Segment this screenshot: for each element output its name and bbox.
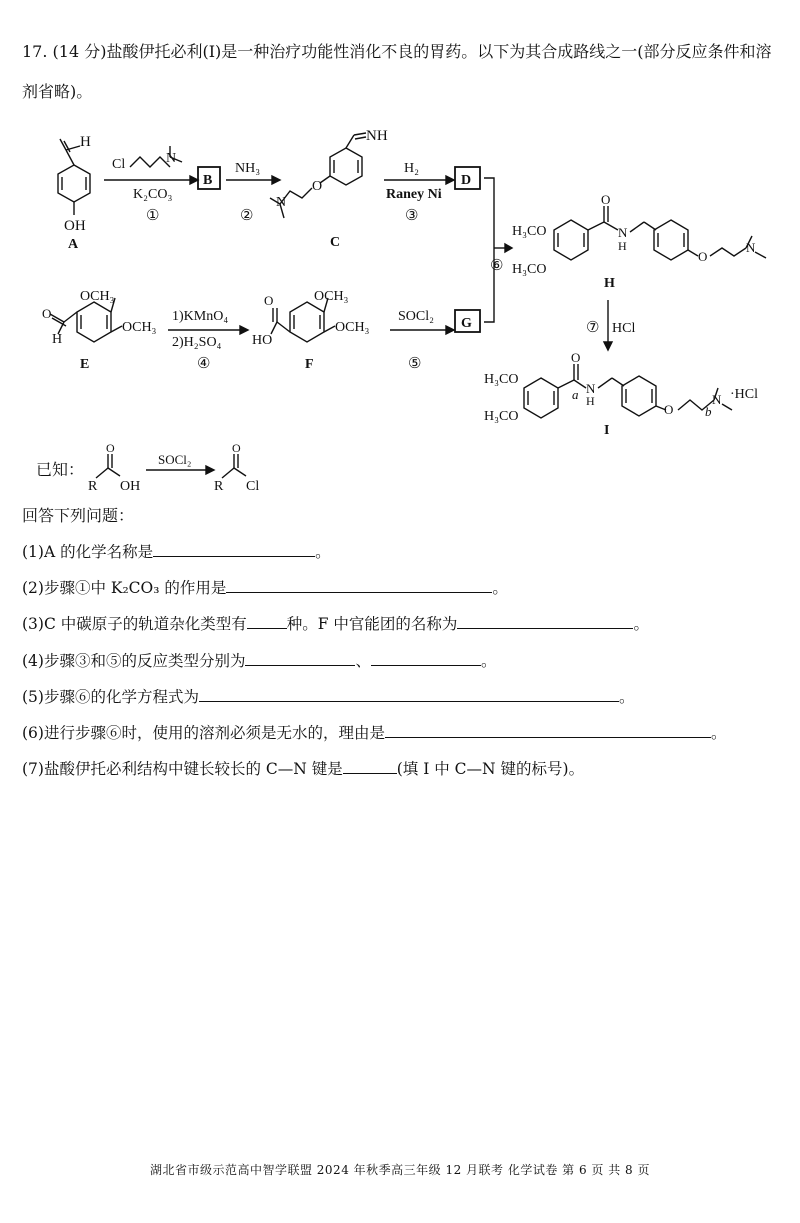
known-reagent: SOCl₂: [158, 452, 192, 467]
known-R2: R: [214, 479, 224, 494]
question-4: [22, 651, 497, 671]
label-F-OCH3-right: OCH₃: [335, 320, 370, 335]
svg-text:O: O: [312, 179, 323, 194]
label-B: B: [203, 173, 213, 188]
svg-text:H: H: [586, 394, 595, 408]
q7-text: (7)盐酸伊托必利结构中键长较长的 C—N 键是: [22, 760, 343, 778]
svg-text:N: N: [746, 240, 756, 255]
q4-blank-1[interactable]: [245, 651, 355, 666]
step5-number: ⑤: [408, 356, 422, 372]
svg-text:O: O: [571, 350, 581, 365]
question-stem-line1: 17. (14 分)盐酸伊托必利(I)是一种治疗功能性消化不良的胃药。以下为其合成路线之一(部分反应条件和溶: [22, 42, 772, 61]
answer-intro: 回答下列问题：: [22, 506, 135, 525]
page-footer: 湖北省市级示范高中智学联盟 2024 年秋季高三年级 12 月联考 化学试卷 第 6 页 共 8 页: [149, 1163, 651, 1177]
q1-text: (1)A 的化学名称是: [22, 543, 154, 561]
synthesis-scheme: [0, 110, 800, 450]
reagent-step4-bottom: 2)H₂SO₄: [172, 335, 222, 350]
label-C: C: [330, 235, 341, 250]
q4-sep: 、: [355, 652, 371, 670]
svg-text:H: H: [618, 239, 627, 253]
q2-blank[interactable]: [226, 578, 492, 593]
q5-text: (5)步骤⑥的化学方程式为: [22, 688, 199, 706]
molecule-H: [554, 206, 766, 260]
step6-number: ⑥: [490, 258, 504, 274]
reagent-step2-top: NH₃: [235, 161, 261, 176]
step4-number: ④: [197, 356, 211, 372]
molecule-F: [271, 298, 335, 342]
svg-text:O: O: [264, 293, 274, 308]
question-7: [22, 759, 584, 779]
q5-blank[interactable]: [199, 687, 619, 702]
q3-text-2: 种。F 中官能团的名称为: [286, 615, 458, 633]
label-I: I: [604, 423, 610, 438]
q3-text: (3)C 中碳原子的轨道杂化类型有: [22, 615, 247, 633]
known-reaction: [80, 440, 280, 500]
question-6: [22, 723, 726, 743]
label-A-OH: OH: [64, 218, 86, 234]
label-H-H3CO-top: H₃CO: [512, 224, 547, 239]
q3-blank-2[interactable]: [457, 614, 633, 629]
svg-text:N: N: [712, 392, 722, 407]
step1-number: ①: [146, 208, 160, 224]
q3-blank-1[interactable]: [247, 614, 287, 629]
bond-label-b: b: [705, 404, 712, 419]
label-H-N: N: [618, 225, 628, 240]
label-F: F: [305, 357, 314, 372]
known-Cl: Cl: [246, 479, 260, 494]
known-R1: R: [88, 479, 98, 494]
label-F-HO: HO: [252, 333, 273, 348]
label-C-NH: NH: [366, 128, 388, 144]
question-3: [22, 614, 649, 634]
svg-text:O: O: [42, 306, 52, 321]
step3-number: ③: [405, 208, 419, 224]
label-H: H: [604, 276, 615, 291]
label-E-OCH3-top: OCH₃: [80, 289, 115, 304]
label-I-H3CO-top: H₃CO: [484, 372, 519, 387]
label-I-H3CO-bottom: H₃CO: [484, 409, 519, 424]
q4-end: 。: [480, 652, 497, 670]
q7-end: (填 I 中 C—N 键的标号)。: [396, 760, 585, 778]
known-O2: O: [232, 441, 241, 455]
svg-text:N: N: [166, 151, 177, 166]
label-D: D: [461, 173, 472, 188]
known-OH: OH: [120, 479, 141, 494]
known-label: 已知：: [36, 460, 85, 479]
molecule-A: [58, 139, 90, 215]
label-I-N: N: [586, 381, 596, 396]
reagent-step4-top: 1)KMnO₄: [172, 309, 229, 324]
step2-number: ②: [240, 208, 254, 224]
question-stem-line2: 剂省略)。: [22, 82, 93, 101]
svg-text:O: O: [601, 192, 611, 207]
svg-text:N: N: [276, 195, 287, 210]
label-I-HCl: ·HCl: [730, 387, 758, 402]
question-2: [22, 578, 508, 598]
reagent-step7: HCl: [612, 321, 636, 336]
svg-text:O: O: [698, 249, 708, 264]
q5-end: 。: [618, 688, 635, 706]
q4-blank-2[interactable]: [371, 651, 481, 666]
label-E-H: H: [52, 332, 63, 347]
question-5: [22, 687, 634, 707]
reagent-step3-top: H₂: [404, 161, 419, 176]
svg-text:O: O: [664, 402, 674, 417]
label-A: A: [68, 237, 79, 252]
step7-number: ⑦: [586, 320, 600, 336]
known-O1: O: [106, 441, 115, 455]
q1-blank[interactable]: [153, 542, 315, 557]
q7-blank[interactable]: [343, 759, 397, 774]
label-E: E: [80, 357, 90, 372]
reagent-step1-bottom: K₂CO₃: [133, 187, 173, 202]
q3-end: 。: [633, 615, 649, 633]
q6-text: (6)进行步骤⑥时，使用的溶剂必须是无水的，理由是: [22, 724, 385, 742]
label-A-H: H: [80, 134, 91, 150]
q6-end: 。: [710, 724, 727, 742]
q4-text: (4)步骤③和⑤的反应类型分别为: [22, 652, 246, 670]
reagent-step1-top: Cl: [112, 157, 126, 172]
q1-end: 。: [315, 543, 331, 561]
molecule-I: [524, 364, 732, 418]
bond-label-a: a: [572, 387, 579, 402]
reagent-step3-bottom: Raney Ni: [386, 187, 442, 202]
label-F-OCH3-top: OCH₃: [314, 289, 349, 304]
question-1: [22, 542, 331, 562]
label-H-H3CO-bottom: H₃CO: [512, 262, 547, 277]
label-E-OCH3-right: OCH₃: [122, 320, 157, 335]
label-G: G: [461, 316, 472, 331]
q2-text: (2)步骤①中 K₂CO₃ 的作用是: [22, 579, 227, 597]
reagent-step5-top: SOCl₂: [398, 309, 435, 324]
q2-end: 。: [492, 579, 508, 597]
q6-blank[interactable]: [385, 723, 711, 738]
